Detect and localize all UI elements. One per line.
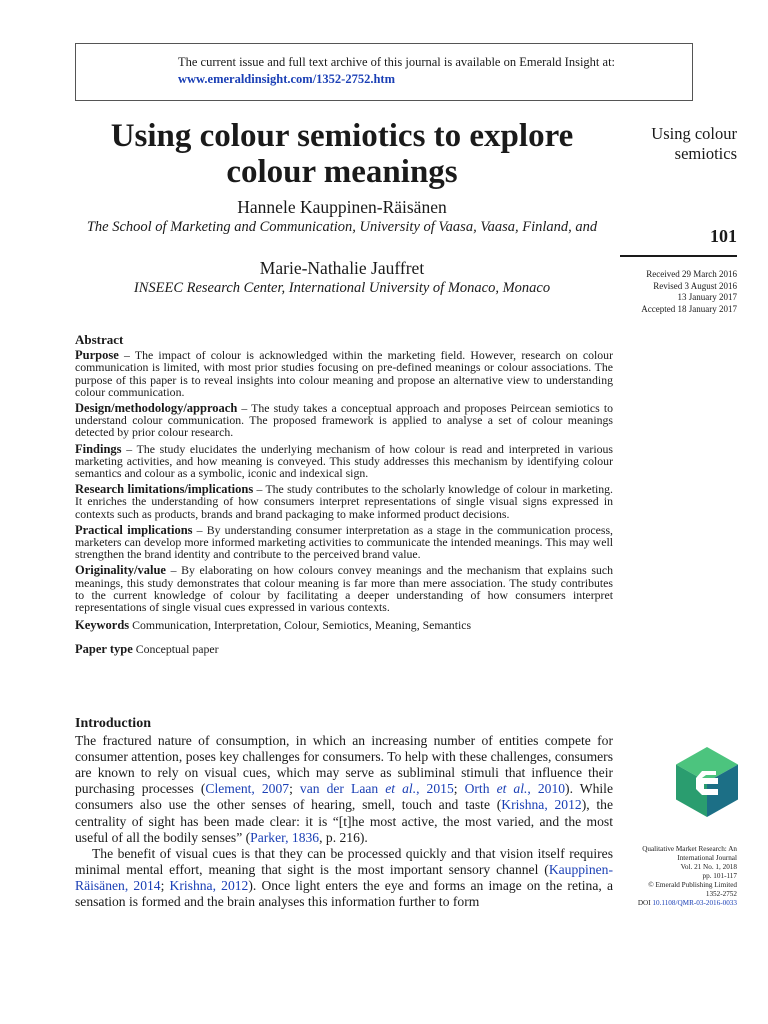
logo-letter-e — [696, 771, 718, 795]
abstract-label: Purpose — [75, 348, 119, 363]
date-revised: Revised 3 August 2016 — [653, 280, 737, 291]
abstract-text: The study contributes to the scholarly knowledge of colour in marketing. It enriches the understanding of how consumers interpret representations of single visual signs expressed in contexts such as products, brands and brand packaging to make informed product decisions. — [75, 482, 613, 521]
access-notice-text: The current issue and full text archive of this journal is available on Emerald Insight at: — [178, 55, 616, 69]
journal-info — [610, 845, 737, 908]
abstract-design: Design/methodology/approach – The study takes a conceptual approach and proposes Peircean semiotics to understand colour communication. The proposed framework is applied to analyse a set of colour meanings detected by prior colour research. — [75, 401, 613, 440]
citation-link[interactable]: Krishna, 2012 — [169, 877, 249, 893]
author-affiliation-1: The School of Marketing and Communication, University of Vaasa, Vaasa, Finland, and — [86, 219, 598, 235]
article-title: Using colour semiotics to explore colour meanings — [110, 118, 574, 190]
abstract-text: By understanding consumer interpretation as a stage in the communication process, marketers can develop more informed marketing activities to communicate the intended meanings. This may well strengthen the brand identity and contribute to the perceived brand value. — [75, 522, 614, 562]
abstract-text: The study elucidates the underlying mechanism of how colour is read and interpreted in various marketing activities, and how meaning is conveyed. This study addresses this mechanism by identifying colour semantics and colour as a symbolic, iconic and indexical sign. — [75, 441, 613, 481]
journal-issn: 1352-2752 — [705, 890, 737, 898]
citation-link[interactable]: Kauppinen-Räisänen, 2014 — [75, 861, 613, 893]
abstract-label: Research limitations/implications — [75, 482, 254, 497]
sidebar-divider — [620, 255, 737, 257]
abstract-practical: Practical implications – By understanding consumer interpretation as a stage in the communication process, marketers can develop more informed marketing activities to communicate the intended meanings. This may well strengthen the brand identity and contribute to the perceived brand value. — [75, 522, 614, 562]
citation-link[interactable]: Orth et al., 2010 — [464, 781, 566, 797]
date-accepted: Accepted 18 January 2017 — [641, 303, 737, 314]
keywords-list: Communication, Interpretation, Colour, Semiotics, Meaning, Semantics — [132, 618, 472, 633]
citation-link[interactable]: van der Laan et al., 2015 — [299, 781, 454, 797]
page-number: 101 — [710, 226, 737, 246]
abstract-label: Practical implications — [75, 522, 193, 537]
keywords-label: Keywords — [75, 618, 130, 633]
journal-doi: DOI 10.1108/QMR-03-2016-0033 — [637, 899, 737, 907]
abstract-findings: Findings – The study elucidates the underlying mechanism of how colour is read and interpreted in various marketing activities, and how meaning is conveyed. This study addresses this mechanism by identifying colour semantics and colour as a symbolic, iconic and indexical sign. — [75, 441, 613, 481]
keywords — [75, 619, 613, 631]
introduction-heading: Introduction — [75, 716, 151, 731]
date-revised-2: 13 January 2017 — [677, 292, 737, 302]
paper-type-value: Conceptual paper — [135, 642, 219, 657]
running-title: Using colour semiotics — [651, 124, 737, 163]
doi-link[interactable]: 10.1108/QMR-03-2016-0033 — [652, 899, 737, 907]
paper-type — [75, 643, 613, 655]
abstract-purpose: Purpose – The impact of colour is acknowledged within the marketing field. However, research on colour communication is limited, with most prior studies focusing on pre-defined meanings or colour associations. The purpose of this paper is to reveal insights into colour meaning and propose an alternative view to understanding colour communication. — [75, 348, 613, 399]
abstract-originality: Originality/value – By elaborating on how colours convey meanings and the mechanism that explains such meanings, this study demonstrates that colour meaning is far more than mere association. The study contributes to the current knowledge of colour by facilitating a deeper understanding of how consumers interpret representations of single visual cues expressed in various contexts. — [75, 563, 613, 615]
citation-link[interactable]: Clement, 2007 — [205, 781, 290, 797]
intro-paragraph-2: The benefit of visual cues is that they can be processed quickly and that vision itself requires minimal mental effort, meaning that sight is the most important sensory channel (Kauppinen-Räisänen, 2014; Krishna, 2012). Once light enters the eye and forms an image on the retina, a sensation is formed and the brain analyses this information further to form — [75, 845, 613, 910]
journal-volume: Vol. 21 No. 1, 2018 — [680, 863, 737, 871]
abstract-label: Design/methodology/approach — [75, 401, 238, 416]
abstract-label: Originality/value — [75, 563, 166, 578]
intro-paragraph-1: The fractured nature of consumption, in which an increasing number of entities compete for consumer attention, poses key challenges for consumers. To help with these challenges, consumers are known to rely on visual cues, which may serve as subliminal stimuli that influence their purchasing processes (Clement, 2007; van der Laan et al., 2015; Orth et al., 2010). While consumers also use the other senses of hearing, smell, touch and taste (Krishna, 2012), the centrality of sight has been made clear: it is “[t]he most active, the most varied, and the most useful of all the bodily senses” (Parker, 1836, p. 216). — [75, 733, 614, 845]
abstract-text: The study takes a conceptual approach and proposes Peircean semiotics to understand colour communication. The proposed framework is applied to analyse a set of colour meanings detected by prior colour research. — [75, 401, 613, 440]
article-dates — [600, 269, 737, 315]
author-affiliation-2: INSEEC Research Center, International University of Monaco, Monaco — [133, 280, 551, 296]
abstract-limitations: Research limitations/implications – The study contributes to the scholarly knowledge of colour in marketing. It enriches the understanding of how consumers interpret representations of single visual signs expressed in contexts such as products, brands and brand packaging to make informed product decisions. — [75, 482, 613, 521]
introduction-section — [75, 716, 613, 910]
publisher-logo-icon — [676, 747, 738, 817]
author-name-1: Hannele Kauppinen-Räisänen — [237, 197, 447, 217]
citation-link[interactable]: Krishna, 2012 — [501, 797, 582, 813]
citation-link[interactable]: Parker, 1836 — [250, 829, 320, 845]
abstract-text: The impact of colour is acknowledged within the marketing field. However, research on colour communication is limited, with most prior studies focusing on pre-defined meanings or colour associations. The purpose of this paper is to reveal insights into colour meaning and propose an alternative view to understanding colour communication. — [75, 348, 613, 399]
abstract-label: Findings — [75, 441, 122, 456]
journal-archive-link[interactable]: www.emeraldinsight.com/1352-2752.htm — [178, 72, 395, 86]
paper-type-label: Paper type — [75, 642, 133, 657]
journal-name: Qualitative Market Research: An International Journal — [642, 845, 737, 862]
author-name-2: Marie-Nathalie Jauffret — [259, 258, 425, 278]
journal-pages: pp. 101-117 — [702, 872, 737, 880]
journal-publisher: © Emerald Publishing Limited — [648, 881, 737, 889]
abstract-text: By elaborating on how colours convey meanings and the mechanism that explains such meanings, this study demonstrates that colour meaning is far more than mere association. The study contributes to the current knowledge of colour by facilitating a deeper understanding of how consumers interpret representations of single visual cues expressed in various contexts. — [75, 563, 613, 615]
abstract-heading: Abstract — [75, 332, 124, 347]
abstract — [75, 334, 613, 660]
date-received: Received 29 March 2016 — [646, 269, 737, 279]
access-notice-box — [75, 43, 693, 101]
